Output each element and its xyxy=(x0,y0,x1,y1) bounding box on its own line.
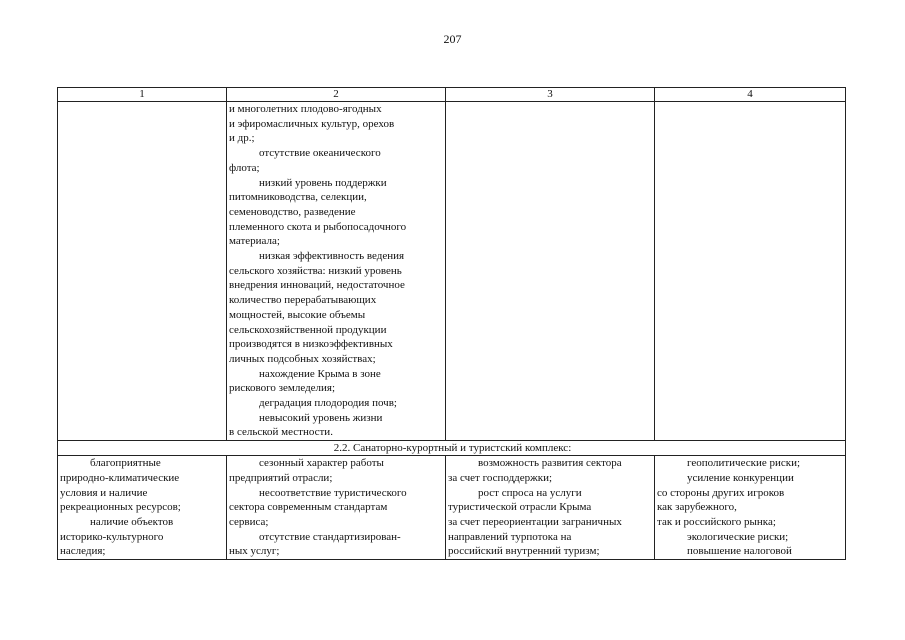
section-title: 2.2. Санаторно-курортный и туристский комплекс: xyxy=(58,441,846,456)
text-line: в сельской местности. xyxy=(229,426,333,439)
column-header-3: 3 xyxy=(446,88,655,102)
text-line: природно-климатические xyxy=(60,471,180,484)
text-line: сектора современным стандартам xyxy=(229,501,388,514)
text-line: отсутствие океанического xyxy=(259,147,381,160)
text-line: флота; xyxy=(229,161,260,174)
text-line: экологические риски; xyxy=(687,530,789,543)
text-line: за счет господдержки; xyxy=(448,471,553,484)
text-line: рискового земледелия; xyxy=(229,382,336,395)
text-line: внедрения инноваций, недостаточное xyxy=(229,279,405,292)
section-title-row xyxy=(58,441,846,456)
continuation-cell-2 xyxy=(227,102,446,441)
section-cell-strengths xyxy=(58,456,227,560)
text-line: сельскохозяйственной продукции xyxy=(229,323,387,336)
text-line: туристической отрасли Крыма xyxy=(448,501,592,514)
text-line: ных услуг; xyxy=(229,545,280,558)
text-line: деградация плодородия почв; xyxy=(259,397,397,410)
section-cell-opportunities xyxy=(446,456,655,560)
continuation-cell-3 xyxy=(446,102,655,441)
text-line: несоответствие туристического xyxy=(259,486,407,499)
text-line: и многолетних плодово-ягодных xyxy=(229,103,382,115)
text-line: российский внутренний туризм; xyxy=(448,545,600,558)
column-header-1: 1 xyxy=(58,88,227,102)
text-line: сервиса; xyxy=(229,515,269,528)
text-line: рекреационных ресурсов; xyxy=(60,501,181,514)
text-line: направлений турпотока на xyxy=(448,530,572,543)
column-header-4: 4 xyxy=(655,88,846,102)
section-content-row xyxy=(58,456,846,560)
page-number: 207 xyxy=(443,32,462,46)
text-line: нахождение Крыма в зоне xyxy=(259,367,381,380)
text-line: семеноводство, разведение xyxy=(229,205,356,218)
text-line: материала; xyxy=(229,235,280,248)
text-line: невысокий уровень жизни xyxy=(259,411,383,424)
text-line: сезонный характер работы xyxy=(259,457,384,470)
text-line: как зарубежного, xyxy=(657,501,737,514)
text-line: рост спроса на услуги xyxy=(478,486,582,499)
text-line: благоприятные xyxy=(90,457,161,470)
text-line: за счет переориентации заграничных xyxy=(448,515,622,528)
text-line: возможность развития сектора xyxy=(478,457,622,470)
text-line: количество перерабатывающих xyxy=(229,294,377,307)
swot-table xyxy=(57,87,846,560)
text-line: низкий уровень поддержки xyxy=(259,176,387,189)
text-line: производятся в низкоэффективных xyxy=(229,338,393,351)
column-header-row xyxy=(58,88,846,102)
section-cell-threats xyxy=(655,456,846,560)
text-line: наличие объектов xyxy=(90,515,174,528)
text-line: повышение налоговой xyxy=(687,545,792,558)
text-line: геополитические риски; xyxy=(687,457,801,470)
column-header-2: 2 xyxy=(227,88,446,102)
text-line: племенного скота и рыбопосадочного xyxy=(229,220,407,233)
text-line: мощностей, высокие объемы xyxy=(229,308,366,321)
text-line: низкая эффективность ведения xyxy=(259,250,405,263)
text-line: питомниководства, селекции, xyxy=(229,191,367,204)
text-line: предприятий отрасли; xyxy=(229,471,333,484)
text-line: усиление конкуренции xyxy=(687,471,794,484)
text-line: личных подсобных хозяйствах; xyxy=(229,352,376,365)
text-line: и др.; xyxy=(229,132,255,145)
continuation-cell-1 xyxy=(58,102,227,441)
text-line: так и российского рынка; xyxy=(657,515,776,528)
text-line: отсутствие стандартизирован- xyxy=(259,530,401,543)
continuation-row xyxy=(58,102,846,441)
text-line: и эфиромасличных культур, орехов xyxy=(229,117,395,130)
text-line: наследия; xyxy=(60,545,106,558)
section-cell-weaknesses xyxy=(227,456,446,560)
continuation-cell-4 xyxy=(655,102,846,441)
text-line: условия и наличие xyxy=(60,486,148,499)
text-line: историко-культурного xyxy=(60,530,164,543)
text-line: со стороны других игроков xyxy=(657,486,785,499)
text-line: сельского хозяйства: низкий уровень xyxy=(229,264,402,277)
